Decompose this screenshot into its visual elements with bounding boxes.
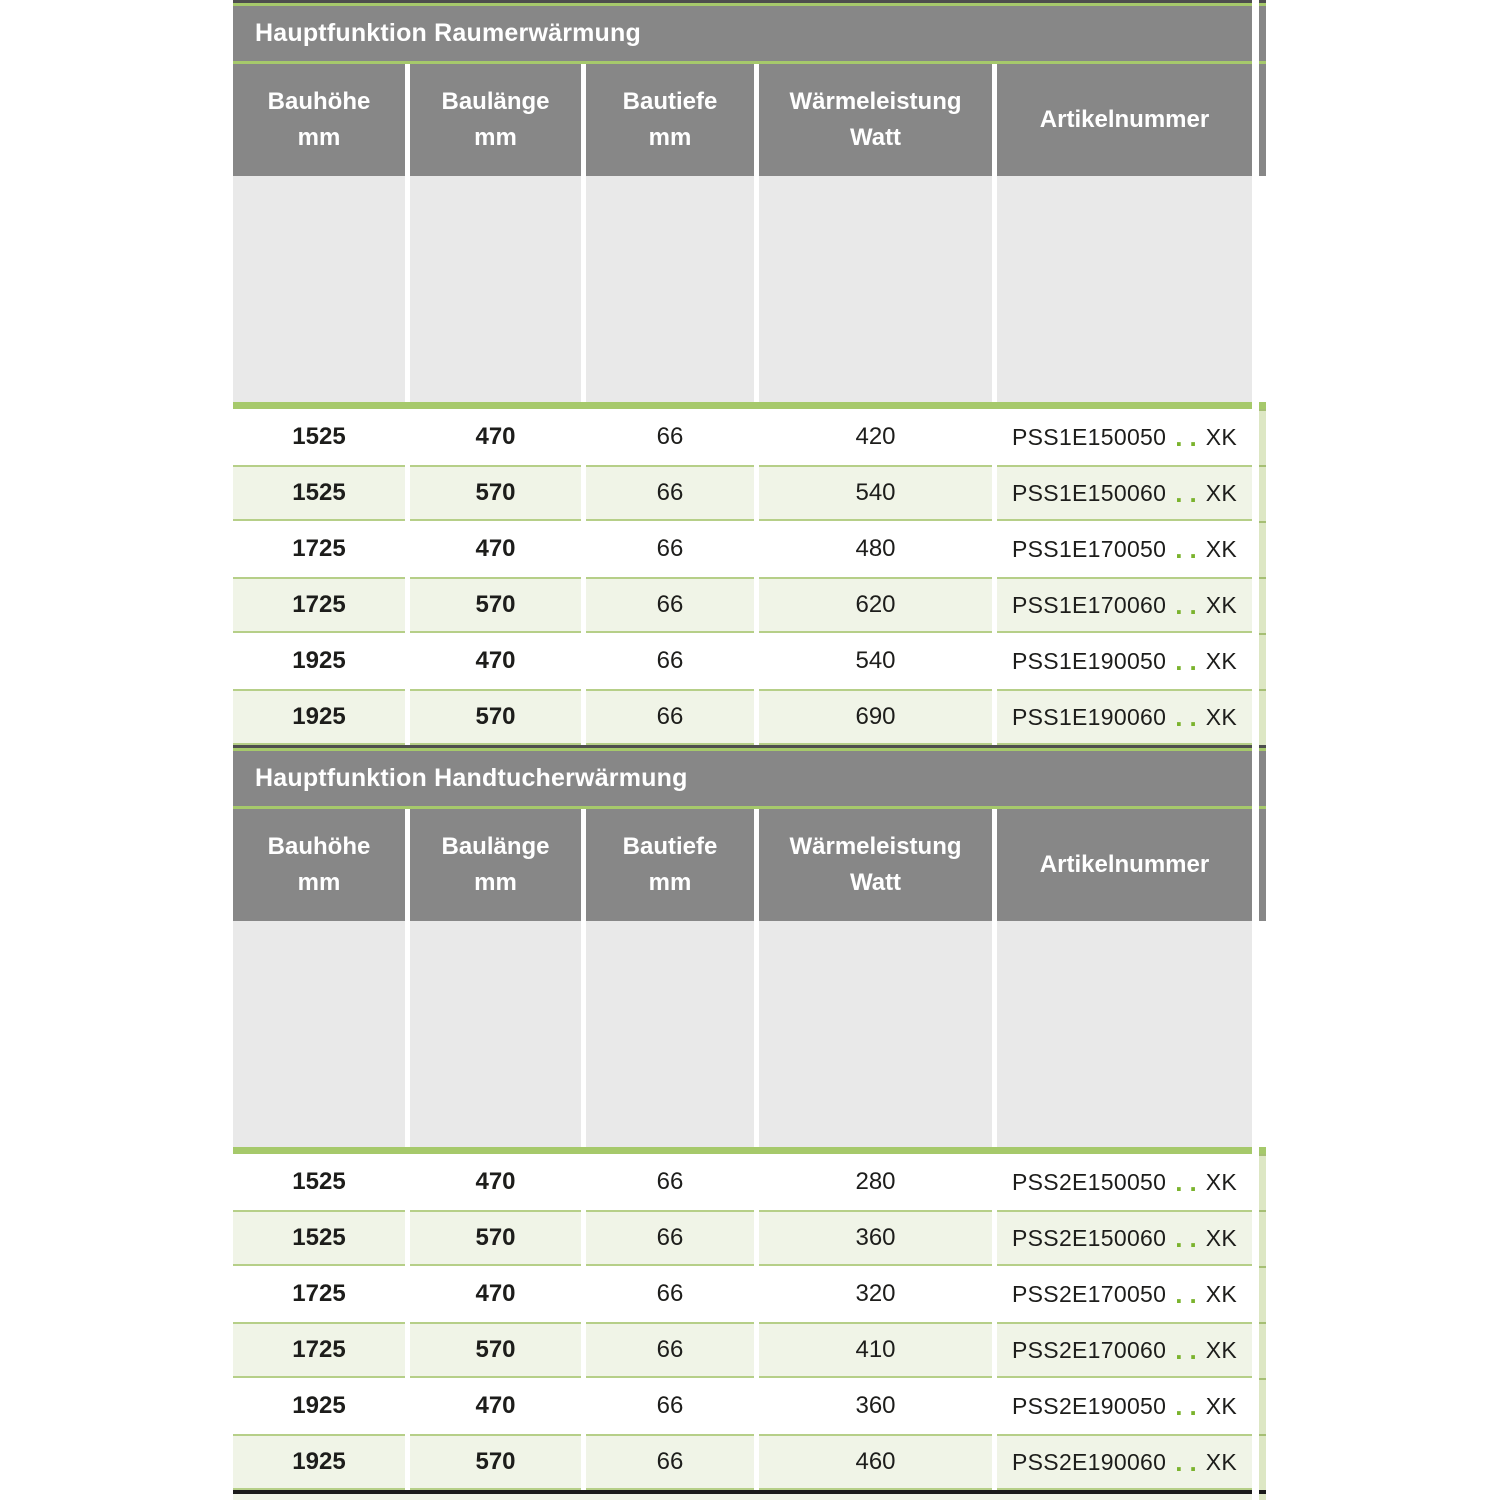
article-color-dots: ..: [1175, 478, 1204, 508]
table-row: [233, 1434, 1252, 1490]
table-row: [233, 1322, 1252, 1378]
accent-separator: [233, 1147, 1252, 1154]
article-code: PSS1E150060: [1012, 479, 1167, 506]
artikelnummer-cell: [997, 1266, 1252, 1322]
article-suffix: XK: [1205, 703, 1237, 730]
article-color-dots: ..: [1175, 1167, 1204, 1197]
waermeleistung-cell: 410: [759, 1322, 992, 1378]
accent-separator: [233, 402, 1252, 409]
article-code: PSS1E190050: [1012, 647, 1167, 674]
waermeleistung-cell: 540: [759, 465, 992, 521]
baulaenge-cell: 570: [410, 1210, 581, 1266]
artikelnummer-cell: [997, 577, 1252, 633]
column-label: Wärmeleistung: [789, 833, 962, 860]
bautiefe-cell: 66: [656, 647, 684, 674]
article-suffix: XK: [1205, 1280, 1237, 1307]
artikelnummer-cell: [997, 633, 1252, 689]
bauhoehe-cell: 1525: [233, 1210, 405, 1266]
article-suffix: XK: [1205, 1336, 1237, 1363]
sliver-segment: [1259, 1154, 1266, 1490]
waermeleistung-cell: 480: [855, 535, 896, 562]
artikelnummer-cell: [997, 1434, 1252, 1490]
sliver-segment: [1259, 402, 1266, 409]
baulaenge-cell: 570: [410, 577, 581, 633]
waermeleistung-cell: 540: [855, 647, 896, 674]
bauhoehe-cell: 1525: [292, 423, 346, 450]
artikelnummer-cell: [997, 689, 1252, 745]
column-label: Bautiefe: [622, 833, 718, 860]
article-suffix: XK: [1205, 1224, 1237, 1251]
bauhoehe-cell: 1925: [233, 689, 405, 745]
waermeleistung-cell: 320: [855, 1280, 896, 1307]
sliver-segment: [1259, 64, 1266, 176]
bautiefe-cell: 66: [586, 465, 754, 521]
article-suffix: XK: [1205, 647, 1237, 674]
table-row: [233, 1210, 1252, 1266]
baulaenge-cell: 470: [475, 1280, 516, 1307]
artikelnummer-cell: [997, 1378, 1252, 1434]
artikelnummer-cell: [997, 1154, 1252, 1210]
baulaenge-cell: 470: [475, 423, 516, 450]
article-color-dots: ..: [1175, 1335, 1204, 1365]
bauhoehe-cell: 1525: [292, 1168, 346, 1195]
article-color-dots: ..: [1175, 1279, 1204, 1309]
column-label: Bauhöhe: [267, 833, 371, 860]
article-code: PSS2E170060: [1012, 1336, 1167, 1363]
bautiefe-cell: 66: [656, 1280, 684, 1307]
sliver-segment: [1259, 6, 1266, 61]
empty-cell: [997, 176, 1252, 402]
baulaenge-cell: 570: [410, 1322, 581, 1378]
column-header-artikelnummer: [997, 64, 1252, 176]
waermeleistung-cell: 690: [759, 689, 992, 745]
table-title: Hauptfunktion Handtucherwärmung: [233, 751, 1252, 806]
table-title: Hauptfunktion Raumerwärmung: [233, 6, 1252, 61]
spec-table-handtucherwaermung: [233, 745, 1252, 1490]
sliver-segment: [1259, 409, 1266, 745]
table-row: [233, 1154, 1252, 1210]
artikelnummer-cell: [997, 1322, 1252, 1378]
article-color-dots: ..: [1175, 1391, 1204, 1421]
bauhoehe-cell: 1725: [292, 535, 346, 562]
column-header-bautiefe: [586, 809, 754, 921]
article-color-dots: ..: [1175, 1223, 1204, 1253]
sliver-segment: [1259, 1494, 1266, 1500]
column-unit: Watt: [849, 869, 902, 896]
waermeleistung-cell: 460: [759, 1434, 992, 1490]
waermeleistung-cell: 420: [855, 423, 896, 450]
waermeleistung-cell: 280: [855, 1168, 896, 1195]
product-image-area: [233, 921, 1252, 1147]
product-image-area: [233, 176, 1252, 402]
empty-cell: [410, 176, 581, 402]
article-code: PSS2E190060: [1012, 1448, 1167, 1475]
baulaenge-cell: 570: [410, 1434, 581, 1490]
empty-cell: [233, 921, 405, 1147]
empty-cell: [586, 921, 754, 1147]
bauhoehe-cell: 1925: [292, 1392, 346, 1419]
column-label: Wärmeleistung: [789, 88, 962, 115]
bauhoehe-cell: 1725: [292, 1280, 346, 1307]
waermeleistung-cell: 360: [855, 1392, 896, 1419]
artikelnummer-cell: [997, 409, 1252, 465]
column-header-baulaenge: [410, 809, 581, 921]
table-row: [233, 577, 1252, 633]
table-row: [233, 465, 1252, 521]
column-label: Artikelnummer: [1039, 851, 1210, 878]
column-header-waermeleistung: [759, 64, 992, 176]
article-color-dots: ..: [1175, 534, 1204, 564]
column-header-bauhoehe: [233, 64, 405, 176]
adjacent-table-sliver: [1259, 0, 1266, 1500]
baulaenge-cell: 470: [475, 1168, 516, 1195]
column-unit: mm: [474, 124, 517, 151]
article-code: PSS1E190060: [1012, 703, 1167, 730]
baulaenge-cell: 470: [475, 647, 516, 674]
table-row: [233, 521, 1252, 577]
article-suffix: XK: [1205, 1392, 1237, 1419]
bautiefe-cell: 66: [586, 1210, 754, 1266]
column-unit: mm: [297, 124, 341, 151]
empty-cell: [997, 921, 1252, 1147]
article-code: PSS2E150050: [1012, 1168, 1167, 1195]
table-row: [233, 409, 1252, 465]
article-color-dots: ..: [1175, 702, 1204, 732]
row-background-cutoff: [233, 1494, 1252, 1500]
column-header-bauhoehe: [233, 809, 405, 921]
bauhoehe-cell: 1925: [292, 647, 346, 674]
column-unit: mm: [297, 869, 341, 896]
bautiefe-cell: 66: [586, 1434, 754, 1490]
column-label: Artikelnummer: [1039, 106, 1210, 133]
bauhoehe-cell: 1725: [233, 577, 405, 633]
table-body: [233, 1154, 1252, 1490]
waermeleistung-cell: 620: [759, 577, 992, 633]
column-label: Baulänge: [441, 88, 550, 115]
baulaenge-cell: 470: [475, 1392, 516, 1419]
article-color-dots: ..: [1175, 1447, 1204, 1477]
article-code: PSS1E150050: [1012, 423, 1167, 450]
article-code: PSS2E190050: [1012, 1392, 1167, 1419]
column-header-waermeleistung: [759, 809, 992, 921]
article-suffix: XK: [1205, 535, 1237, 562]
table-row: [233, 633, 1252, 689]
baulaenge-cell: 470: [475, 535, 516, 562]
article-code: PSS2E150060: [1012, 1224, 1167, 1251]
table-body: [233, 409, 1252, 745]
bauhoehe-cell: 1925: [233, 1434, 405, 1490]
bauhoehe-cell: 1725: [233, 1322, 405, 1378]
bautiefe-cell: 66: [656, 1392, 684, 1419]
bautiefe-cell: 66: [586, 1322, 754, 1378]
bautiefe-cell: 66: [586, 577, 754, 633]
artikelnummer-cell: [997, 521, 1252, 577]
empty-cell: [410, 921, 581, 1147]
article-suffix: XK: [1205, 479, 1237, 506]
column-label: Bautiefe: [622, 88, 718, 115]
article-color-dots: ..: [1175, 646, 1204, 676]
article-color-dots: ..: [1175, 590, 1204, 620]
empty-cell: [586, 176, 754, 402]
column-label: Baulänge: [441, 833, 550, 860]
article-color-dots: ..: [1175, 422, 1204, 452]
baulaenge-cell: 570: [410, 689, 581, 745]
article-code: PSS1E170060: [1012, 591, 1167, 618]
sliver-segment: [1259, 809, 1266, 921]
spec-table-raumerwaermung: [233, 0, 1252, 745]
column-header-artikelnummer: [997, 809, 1252, 921]
column-header-row: [233, 64, 1252, 176]
artikelnummer-cell: [997, 465, 1252, 521]
bautiefe-cell: 66: [656, 423, 684, 450]
column-unit: mm: [648, 869, 692, 896]
table-row: [233, 1266, 1252, 1322]
article-code: PSS2E170050: [1012, 1280, 1167, 1307]
bautiefe-cell: 66: [586, 689, 754, 745]
article-code: PSS1E170050: [1012, 535, 1167, 562]
bauhoehe-cell: 1525: [233, 465, 405, 521]
column-unit: mm: [648, 124, 692, 151]
column-header-bautiefe: [586, 64, 754, 176]
article-suffix: XK: [1205, 1168, 1237, 1195]
sliver-segment: [1259, 751, 1266, 806]
column-header-row: [233, 809, 1252, 921]
column-header-baulaenge: [410, 64, 581, 176]
column-unit: Watt: [849, 124, 902, 151]
empty-cell: [759, 176, 992, 402]
article-suffix: XK: [1205, 1448, 1237, 1475]
article-suffix: XK: [1205, 591, 1237, 618]
bautiefe-cell: 66: [656, 1168, 684, 1195]
table-row: [233, 689, 1252, 745]
column-unit: mm: [474, 869, 517, 896]
empty-cell: [233, 176, 405, 402]
artikelnummer-cell: [997, 1210, 1252, 1266]
empty-cell: [759, 921, 992, 1147]
baulaenge-cell: 570: [410, 465, 581, 521]
article-suffix: XK: [1205, 423, 1237, 450]
table-row: [233, 1378, 1252, 1434]
sliver-segment: [1259, 1147, 1266, 1154]
bautiefe-cell: 66: [656, 535, 684, 562]
waermeleistung-cell: 360: [759, 1210, 992, 1266]
column-label: Bauhöhe: [267, 88, 371, 115]
